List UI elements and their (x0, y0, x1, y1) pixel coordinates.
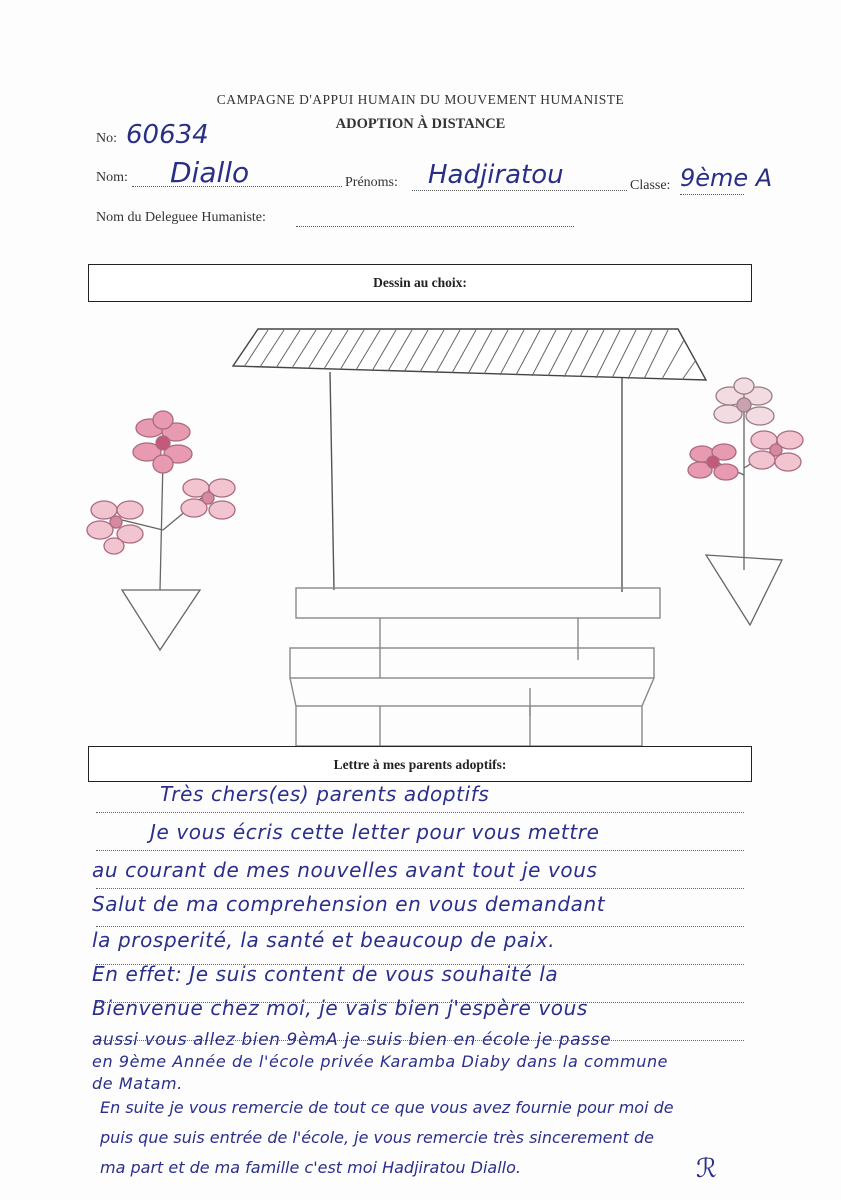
roof-drawing (233, 329, 706, 380)
drawing-title: Dessin au choix: (373, 275, 467, 290)
wall-drawing (290, 588, 660, 746)
classe-value: 9ème A (680, 164, 773, 192)
letter-line-4: Salut de ma comprehension en vous demandant (92, 892, 606, 916)
document-subtitle: ADOPTION À DISTANCE (335, 116, 506, 132)
signature: ℛ (696, 1154, 718, 1184)
letter-line-1: Très chers(es) parents adoptifs (160, 782, 490, 806)
no-label: No: (96, 131, 117, 146)
letter-line-12: puis que suis entrée de l'école, je vous remercie très sincerement de (100, 1128, 654, 1147)
letter-line-8: aussi vous allez bien 9èmA je suis bien en école je passe (92, 1030, 612, 1050)
prenoms-label: Prénoms: (345, 175, 398, 190)
nom-label: Nom: (96, 170, 128, 185)
delegue-label: Nom du Deleguee Humaniste: (96, 210, 266, 225)
campaign-title: CAMPAGNE D'APPUI HUMAIN DU MOUVEMENT HUMANISTE (216, 92, 625, 107)
letter-line-3: au courant de mes nouvelles avant tout je vous (92, 858, 598, 882)
letter-line-9: en 9ème Année de l'école privée Karamba Diaby dans la commune (92, 1052, 669, 1071)
prenoms-value: Hadjiratou (428, 160, 564, 190)
nom-value: Diallo (170, 156, 250, 189)
letter-title-box (88, 746, 752, 782)
letter-line-5: la prosperité, la santé et beaucoup de paix. (92, 928, 556, 952)
letter-line-13: ma part et de ma famille c'est moi Hadjiratou Diallo. (100, 1158, 521, 1177)
letter-line-10: de Matam. (92, 1074, 183, 1093)
letter-line-11: En suite je vous remercie de tout ce que vous avez fournie pour moi de (100, 1098, 674, 1117)
no-value: 60634 (126, 120, 209, 150)
left-flower-pot-drawing (87, 411, 235, 650)
classe-label: Classe: (630, 178, 671, 193)
letter-line-6: En effet: Je suis content de vous souhaité la (92, 962, 559, 986)
posts-drawing (330, 372, 622, 592)
letter-title: Lettre à mes parents adoptifs: (333, 757, 507, 772)
right-flower-pot-drawing (688, 378, 803, 625)
letter-line-7: Bienvenue chez moi, je vais bien j'espère vous (92, 996, 588, 1020)
letter-line-2: Je vous écris cette letter pour vous mettre (150, 820, 600, 844)
